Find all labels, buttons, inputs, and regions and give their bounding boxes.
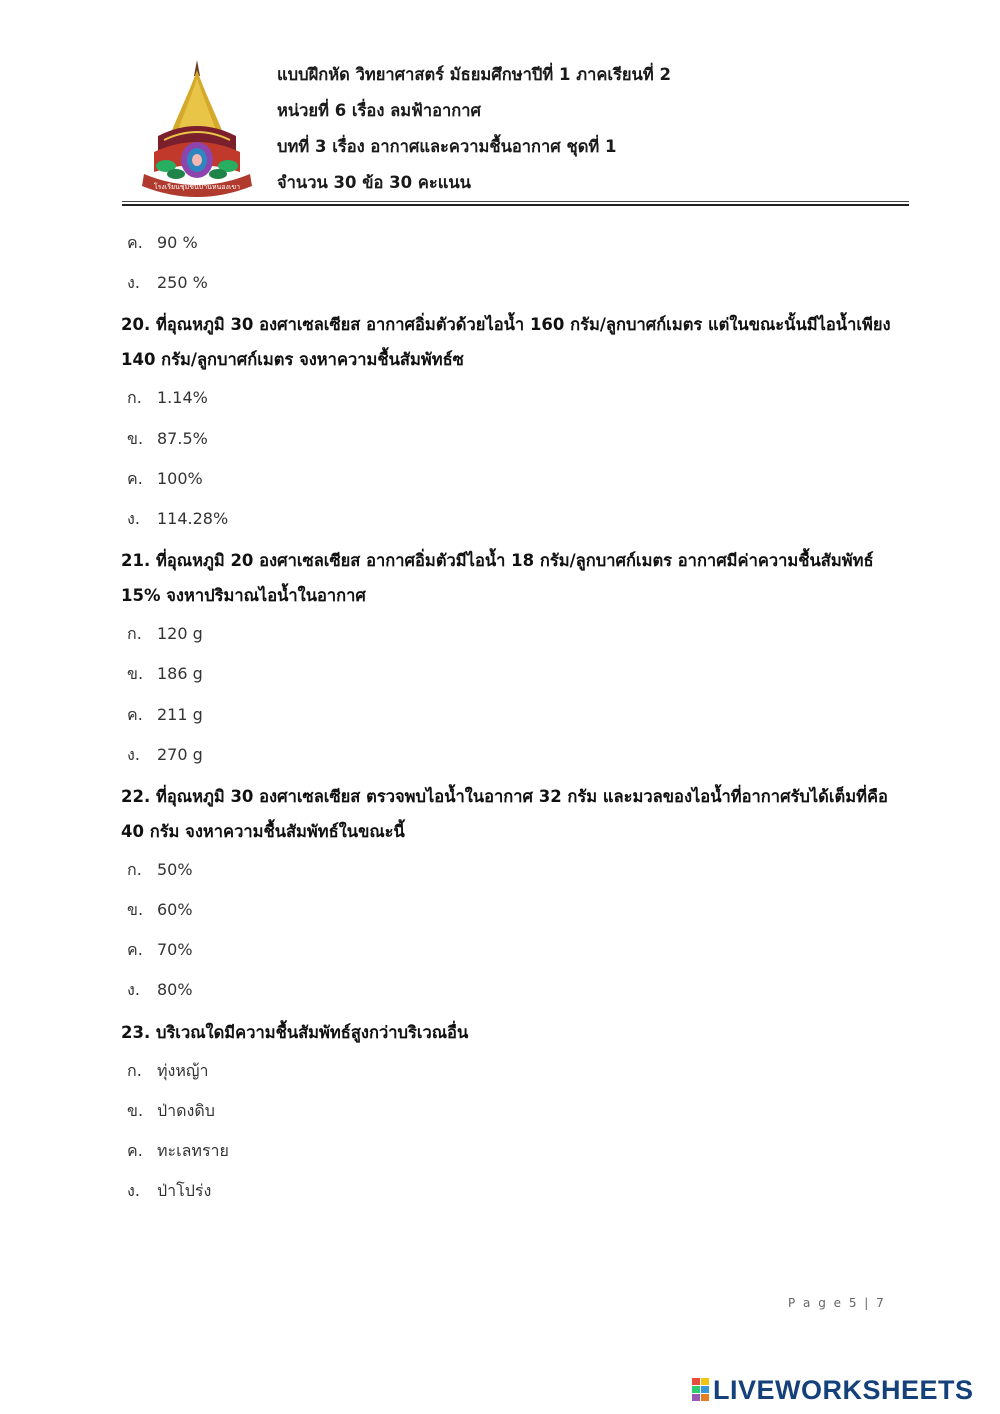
question-21: 21. ที่อุณหภูมิ 20 องศาเซลเซียส อากาศอิ่มตัวมีไอน้ำ 18 กรัม/ลูกบาศก์เมตร อากาศมีค่าความชื้นสัมพัทธ์ 15% จงหาปริมาณไอน้ำในอากาศ xyxy=(121,551,874,606)
choice-letter: ค. xyxy=(127,468,143,488)
choice-text: 1.14% xyxy=(157,388,208,408)
answer-choice[interactable] xyxy=(121,657,891,697)
choice-text: ป่าโปร่ง xyxy=(157,1181,212,1201)
choice-text: 87.5% xyxy=(157,428,208,448)
answer-choice[interactable] xyxy=(121,973,891,1013)
answer-choice[interactable] xyxy=(121,1134,891,1174)
answer-choice[interactable] xyxy=(121,1174,891,1214)
question-22: 22. ที่อุณหภูมิ 30 องศาเซลเซียส ตรวจพบไอน้ำในอากาศ 32 กรัม และมวลของไอน้ำที่อากาศรับได้เต็มที่คือ 40 กรัม จงหาความชื้นสัมพัทธ์ในขณะนี้ xyxy=(121,786,888,841)
header-score-info: จำนวน 30 ข้อ 30 คะแนน xyxy=(277,173,471,192)
answer-choice[interactable] xyxy=(121,462,891,502)
page-number: P a g e 5 | 7 xyxy=(788,1296,886,1310)
choice-text: 90 % xyxy=(157,233,198,252)
answer-choice[interactable] xyxy=(121,1094,891,1134)
worksheet-content xyxy=(121,226,891,1214)
answer-choice[interactable] xyxy=(121,617,891,657)
answer-choice[interactable] xyxy=(121,738,891,778)
choice-letter: ข. xyxy=(127,900,144,920)
answer-choice[interactable] xyxy=(121,933,891,973)
liveworksheets-wordmark: LIVEWORKSHEETS xyxy=(713,1374,974,1405)
choice-letter: ข. xyxy=(127,664,144,684)
choice-text: 250 % xyxy=(157,273,208,293)
choice-letter: ง. xyxy=(127,980,140,1000)
choice-letter: ง. xyxy=(127,1181,140,1201)
choice-text: ป่าดงดิบ xyxy=(157,1100,215,1120)
answer-choice[interactable] xyxy=(121,266,891,306)
choice-text: 114.28% xyxy=(157,508,229,528)
logo-banner-text: โรงเรียนชุมชนบ้านหนองเขา xyxy=(153,183,241,191)
choice-letter: ก. xyxy=(127,388,142,408)
choice-text: 70% xyxy=(157,940,193,960)
choice-letter: ค. xyxy=(127,1141,143,1160)
answer-choice[interactable] xyxy=(121,381,891,421)
document-header xyxy=(277,60,671,204)
choice-text: ทุ่งหญ้า xyxy=(157,1060,209,1080)
liveworksheets-brand xyxy=(692,1374,974,1406)
choice-letter: ง. xyxy=(127,508,140,528)
question-20: 20. ที่อุณหภูมิ 30 องศาเซลเซียส อากาศอิ่มตัวด้วยไอน้ำ 160 กรัม/ลูกบาศก์เมตร แต่ในขณะนั้นมีไอน้ำเพียง 140 กรัม/ลูกบาศก์เมตร จงหาความชื้นสัมพัทธ์ซ xyxy=(121,315,891,370)
choice-letter: ข. xyxy=(127,428,144,448)
choice-letter: ค. xyxy=(127,940,143,960)
choice-letter: ก. xyxy=(127,624,142,644)
choice-text: 270 g xyxy=(157,744,203,764)
choice-letter: ง. xyxy=(127,744,140,764)
header-unit: หน่วยที่ 6 เรื่อง ลมฟ้าอากาศ xyxy=(277,101,481,120)
choice-text: 60% xyxy=(157,900,193,920)
header-title: แบบฝึกหัด วิทยาศาสตร์ มัธยมศึกษาปีที่ 1 ภาคเรียนที่ 2 xyxy=(277,65,671,84)
choice-text: 120 g xyxy=(157,624,203,644)
choice-text: 100% xyxy=(157,468,203,488)
header-lesson: บทที่ 3 เรื่อง อากาศและความชื้นอากาศ ชุดที่ 1 xyxy=(277,137,617,156)
answer-choice[interactable] xyxy=(121,698,891,738)
answer-choice[interactable] xyxy=(121,226,891,266)
header-divider xyxy=(122,201,909,202)
answer-choice[interactable] xyxy=(121,1054,891,1094)
choice-letter: ค. xyxy=(127,233,143,252)
choice-letter: ก. xyxy=(127,1060,142,1080)
header-divider-thick xyxy=(122,204,909,206)
choice-text: 211 g xyxy=(157,704,203,724)
choice-letter: ค. xyxy=(127,704,143,724)
choice-text: 186 g xyxy=(157,664,203,684)
choice-letter: ก. xyxy=(127,859,142,879)
answer-choice[interactable] xyxy=(121,422,891,462)
choice-text: 80% xyxy=(157,980,193,1000)
answer-choice[interactable] xyxy=(121,853,891,893)
liveworksheets-logo-icon xyxy=(692,1378,710,1402)
school-logo xyxy=(136,56,258,198)
answer-choice[interactable] xyxy=(121,502,891,542)
choice-letter: ข. xyxy=(127,1100,144,1120)
choice-text: ทะเลทราย xyxy=(157,1141,229,1160)
choice-letter: ง. xyxy=(127,273,140,293)
answer-choice[interactable] xyxy=(121,893,891,933)
question-23: 23. บริเวณใดมีความชื้นสัมพัทธ์สูงกว่าบริเวณอื่น xyxy=(121,1022,469,1042)
choice-text: 50% xyxy=(157,859,193,879)
